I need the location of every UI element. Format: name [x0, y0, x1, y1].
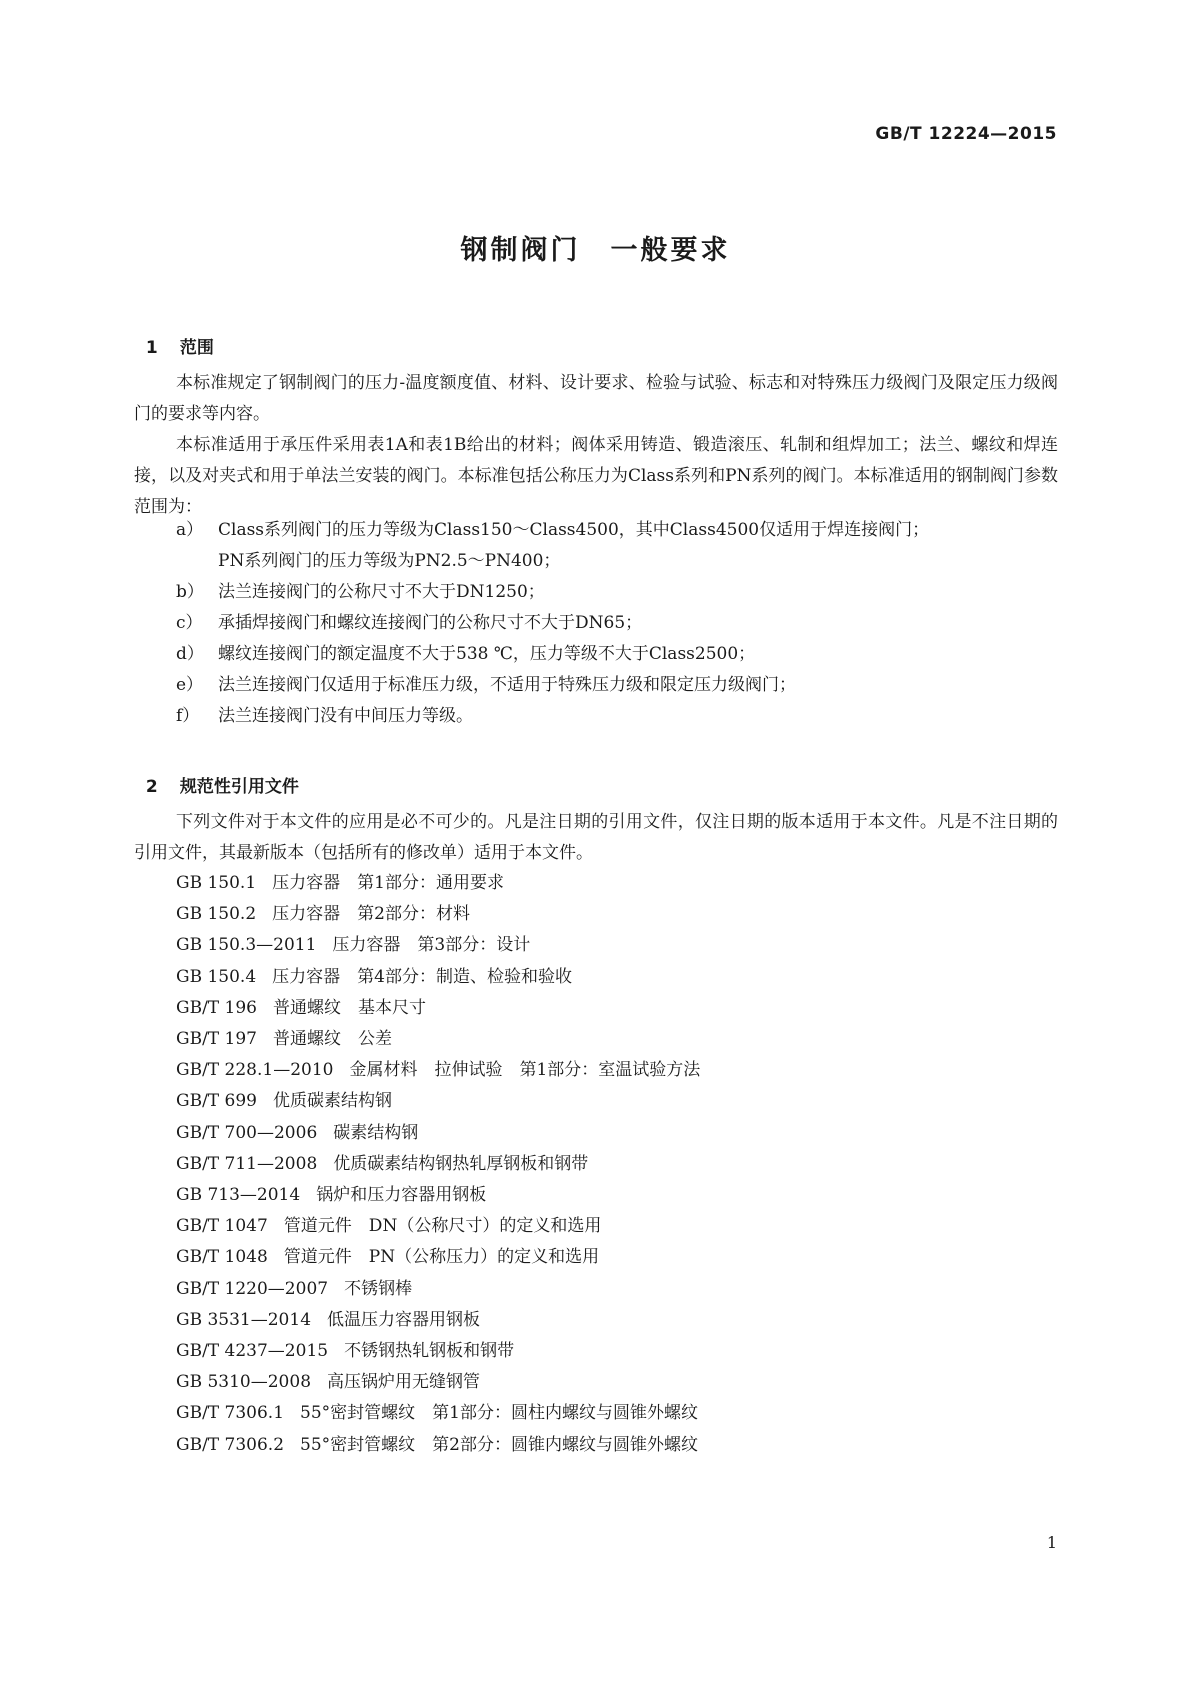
reference-item — [176, 1367, 1058, 1398]
reference-code: GB 150.2 — [176, 904, 257, 925]
reference-item — [176, 1086, 1058, 1117]
reference-title: 55°密封管螺纹 第2部分：圆锥内螺纹与圆锥外螺纹 — [300, 1434, 698, 1455]
scope-list — [176, 515, 1058, 732]
reference-item — [176, 930, 1058, 961]
reference-code: GB 150.4 — [176, 966, 257, 987]
list-item-continuation: PN系列阀门的压力等级为PN2.5～PN400； — [218, 551, 561, 571]
reference-code: GB/T 7306.2 — [176, 1434, 285, 1455]
list-marker: a） — [176, 520, 204, 540]
reference-item — [176, 1211, 1058, 1242]
reference-title: 普通螺纹 公差 — [273, 1029, 392, 1050]
reference-item — [176, 1149, 1058, 1180]
reference-title: 低温压力容器用钢板 — [327, 1309, 481, 1330]
list-item-text: 承插焊接阀门和螺纹连接阀门的公称尺寸不大于DN65； — [218, 613, 643, 633]
reference-code: GB 5310—2008 — [176, 1372, 312, 1393]
reference-item — [176, 993, 1058, 1024]
reference-title: 55°密封管螺纹 第1部分：圆柱内螺纹与圆锥外螺纹 — [300, 1403, 698, 1424]
list-marker: b） — [176, 582, 204, 602]
reference-code: GB/T 1220—2007 — [176, 1278, 329, 1299]
reference-item — [176, 1180, 1058, 1211]
reference-title: 优质碳素结构钢热轧厚钢板和钢带 — [333, 1153, 589, 1174]
reference-code: GB 150.1 — [176, 873, 257, 893]
reference-title: 压力容器 第2部分：材料 — [272, 904, 470, 925]
reference-title: 高压锅炉用无缝钢管 — [327, 1372, 481, 1393]
reference-title: 管道元件 PN（公称压力）的定义和选用 — [283, 1247, 600, 1268]
reference-list — [176, 868, 1058, 1461]
reference-title: 锅炉和压力容器用钢板 — [316, 1185, 487, 1206]
reference-code: GB/T 1048 — [176, 1247, 268, 1268]
section-1-paragraph-1: 本标准规定了钢制阀门的压力-温度额度值、材料、设计要求、检验与试验、标志和对特殊压力级阀门及限定压力级阀门的要求等内容。 — [134, 373, 1058, 424]
reference-code: GB 150.3—2011 — [176, 935, 317, 956]
list-item-text: 法兰连接阀门的公称尺寸不大于DN1250； — [218, 582, 545, 602]
reference-code: GB/T 228.1—2010 — [176, 1060, 334, 1081]
list-item — [176, 608, 1058, 639]
list-marker: c） — [176, 613, 203, 633]
reference-item — [176, 1305, 1058, 1336]
list-item — [176, 639, 1058, 670]
list-item-text: Class系列阀门的压力等级为Class150～Class4500，其中Class4500仅适用于焊连接阀门； — [218, 520, 930, 540]
section-2-paragraph: 下列文件对于本文件的应用是必不可少的。凡是注日期的引用文件，仅注日期的版本适用于本文件。凡是不注日期的引用文件，其最新版本（包括所有的修改单）适用于本文件。 — [134, 812, 1058, 863]
reference-code: GB/T 1047 — [176, 1216, 268, 1237]
reference-code: GB/T 196 — [176, 997, 257, 1018]
reference-item — [176, 1024, 1058, 1055]
list-item — [176, 701, 1058, 732]
reference-code: GB/T 699 — [176, 1091, 257, 1112]
reference-code: GB/T 7306.1 — [176, 1403, 285, 1424]
list-marker: d） — [176, 644, 204, 664]
list-marker: f） — [176, 706, 200, 726]
section-1-paragraph-2: 本标准适用于承压件采用表1A和表1B给出的材料；阀体采用铸造、锻造滚压、轧制和组焊加工；法兰、螺纹和焊连接，以及对夹式和用于单法兰安装的阀门。本标准包括公称压力为Class系列和PN系列的阀门。本标准适用的钢制阀门参数范围为： — [134, 435, 1058, 517]
reference-title: 管道元件 DN（公称尺寸）的定义和选用 — [283, 1216, 602, 1237]
reference-title: 优质碳素结构钢 — [273, 1091, 392, 1112]
list-item-text: 法兰连接阀门仅适用于标准压力级，不适用于特殊压力级和限定压力级阀门； — [218, 675, 796, 695]
reference-item — [176, 1398, 1058, 1429]
reference-title: 普通螺纹 基本尺寸 — [273, 997, 426, 1018]
reference-code: GB/T 700—2006 — [176, 1122, 318, 1143]
reference-item — [176, 899, 1058, 930]
standard-code: GB/T 12224—2015 — [875, 124, 1057, 144]
reference-code: GB/T 4237—2015 — [176, 1341, 329, 1362]
list-item — [176, 577, 1058, 608]
reference-item — [176, 1055, 1058, 1086]
reference-code: GB 713—2014 — [176, 1185, 301, 1206]
reference-title: 不锈钢热轧钢板和钢带 — [344, 1341, 515, 1362]
reference-item — [176, 868, 1058, 899]
reference-title: 金属材料 拉伸试验 第1部分：室温试验方法 — [349, 1060, 701, 1081]
list-marker: e） — [176, 675, 204, 695]
reference-item — [176, 1430, 1058, 1461]
reference-item — [176, 1336, 1058, 1367]
reference-item — [176, 1118, 1058, 1149]
reference-title: 压力容器 第4部分：制造、检验和验收 — [272, 966, 572, 987]
reference-title: 不锈钢棒 — [344, 1278, 413, 1299]
list-item — [176, 515, 1058, 577]
reference-item — [176, 962, 1058, 993]
document-title: 钢制阀门 一般要求 — [460, 235, 731, 266]
section-2-title: 规范性引用文件 — [179, 777, 299, 797]
reference-title: 压力容器 第3部分：设计 — [332, 935, 531, 956]
list-item — [176, 670, 1058, 701]
section-1-title: 范围 — [179, 338, 214, 358]
reference-item — [176, 1242, 1058, 1273]
reference-title: 压力容器 第1部分：通用要求 — [272, 873, 504, 893]
reference-item — [176, 1274, 1058, 1305]
section-1-heading — [134, 313, 214, 358]
section-2-heading — [134, 752, 299, 797]
section-1-number: 1 — [145, 338, 158, 358]
reference-code: GB/T 711—2008 — [176, 1153, 318, 1174]
section-2-number: 2 — [145, 777, 158, 797]
page-number: 1 — [1046, 1533, 1057, 1552]
reference-title: 碳素结构钢 — [333, 1122, 419, 1143]
list-item-text: 法兰连接阀门没有中间压力等级。 — [218, 706, 473, 726]
reference-code: GB/T 197 — [176, 1029, 257, 1050]
reference-code: GB 3531—2014 — [176, 1309, 312, 1330]
list-item-text: 螺纹连接阀门的额定温度不大于538 ℃，压力等级不大于Class2500； — [218, 644, 756, 664]
